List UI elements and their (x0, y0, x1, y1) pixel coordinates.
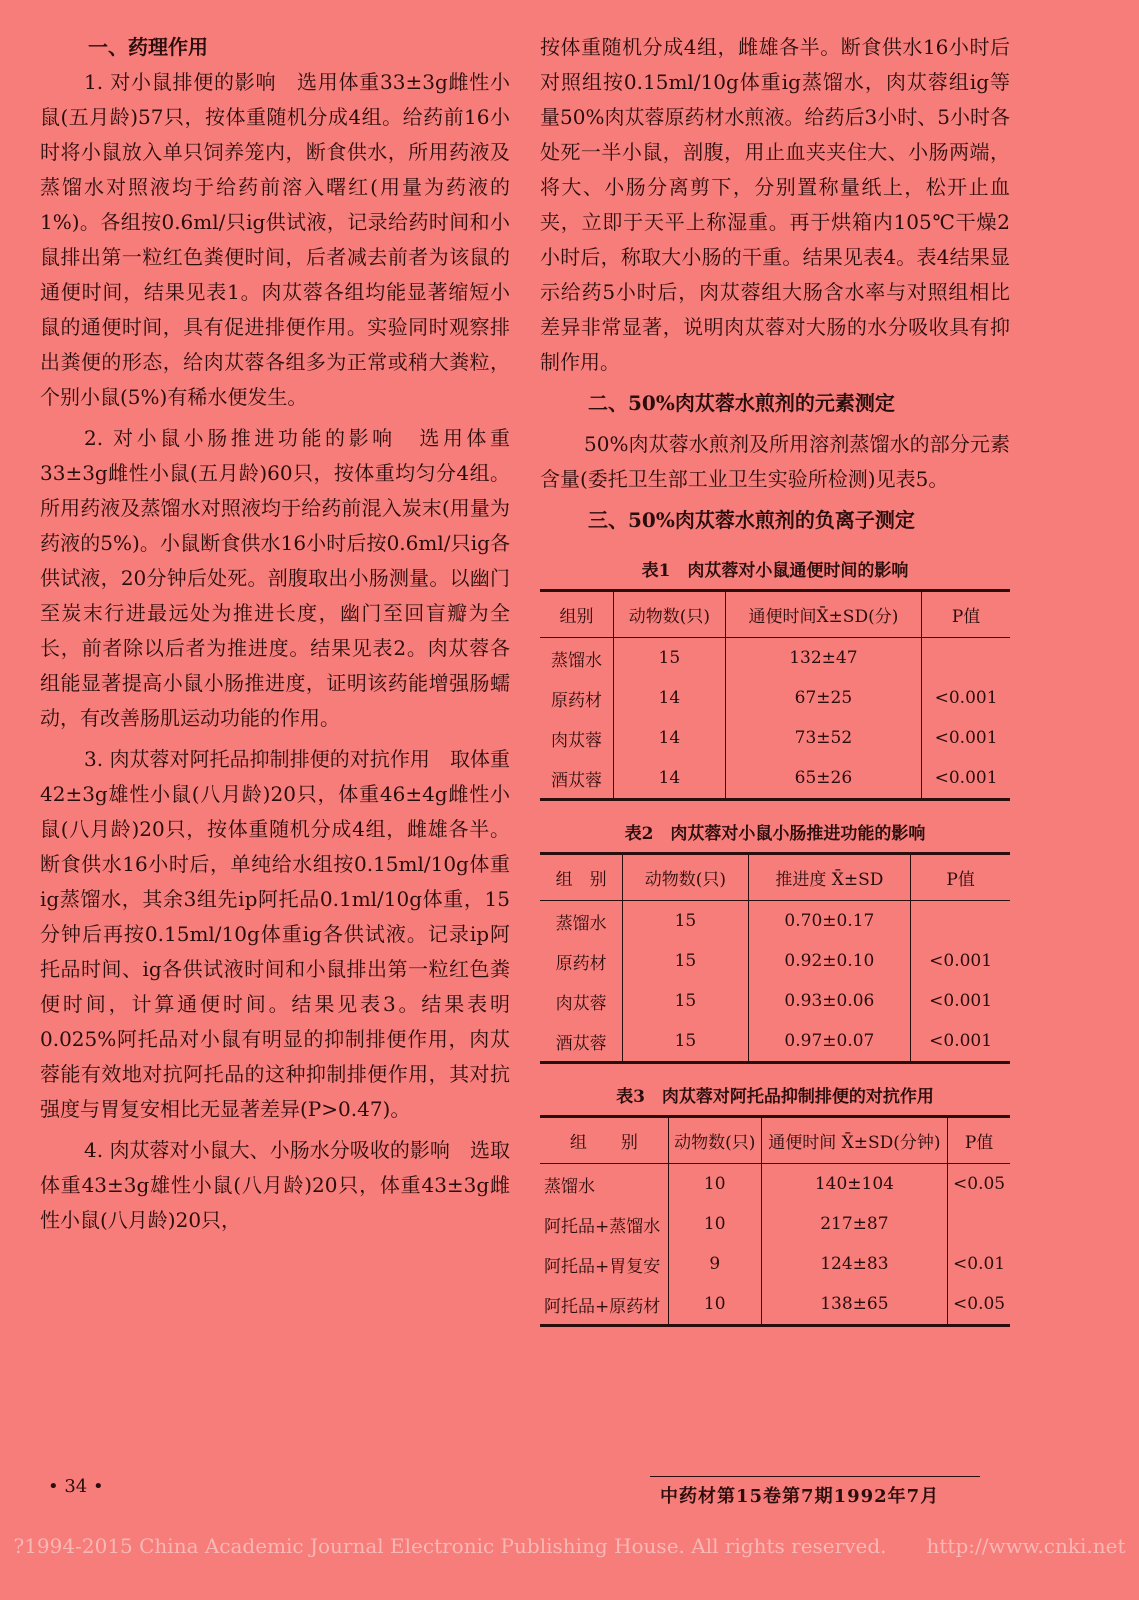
journal-rule (650, 1476, 980, 1477)
table-cell: 138±65 (761, 1284, 947, 1326)
paragraph-3-title: 3. 肉苁蓉对阿托品抑制排便的对抗作用 (84, 747, 430, 771)
paragraph-3-body: 取体重42±3g雄性小鼠(八月龄)20只，体重46±4g雌性小鼠(八月龄)20只，按体重随机分成4组，雌雄各半。断食供水16小时后，单纯给水组按0.15ml/10g体重ig蒸馏水，其余3组先ip阿托品0.1ml/10g体重，15分钟后再按0.15ml/10g体重ig各供试液。记录ip阿托品时间、ig各供试液时间和小鼠排出第一粒红色粪便时间，计算通便时间。结果见表3。结果表明0.025%阿托品对小鼠有明显的抑制排便作用，肉苁蓉能有效地对抗阿托品的这种抑制排便作用，其对抗强度与胃复安相比无显著差异(P>0.47)。 (40, 747, 510, 1121)
table-row (540, 941, 1010, 981)
table-cell: 15 (623, 941, 748, 981)
paragraph-4-continued: 按体重随机分成4组，雌雄各半。断食供水16小时后对照组按0.15ml/10g体重ig蒸馏水，肉苁蓉组ig等量50%肉苁蓉原药材水煎液。给药后3小时、5小时各处死一半小鼠，剖腹，用止血夹夹住大、小肠两端，将大、小肠分离剪下，分别置称量纸上，松开止血夹，立即于天平上称湿重。再于烘箱内105℃干燥2小时后，称取大小肠的干重。结果见表4。表4结果显示给药5小时后，肉苁蓉组大肠含水率与对照组相比差异非常显著，说明肉苁蓉对大肠的水分吸收具有抑制作用。 (540, 35, 1010, 374)
right-column (540, 30, 1010, 1327)
table-cell: 蒸馏水 (551, 650, 603, 671)
table-row (540, 1284, 1010, 1326)
table-cell: 73±52 (725, 718, 921, 758)
table-1-header: 通便时间X̄±SD(分) (725, 591, 921, 638)
left-column (40, 30, 510, 1238)
table-cell: 0.70±0.17 (748, 901, 911, 942)
section-heading-pharmacology: 一、药理作用 (88, 35, 208, 59)
table-row (540, 758, 1010, 800)
table-2-title: 表2 肉苁蓉对小鼠小肠推进功能的影响 (624, 824, 926, 844)
table-cell: 10 (668, 1164, 761, 1205)
table-1 (540, 589, 1010, 801)
table-2-header: 组 别 (540, 854, 623, 901)
table-cell: 140±104 (761, 1164, 947, 1205)
table-cell: 阿托品+原药材 (544, 1296, 661, 1317)
table-cell: <0.001 (911, 941, 1010, 981)
paragraph-2-body: 选用体重33±3g雌性小鼠(五月龄)60只，按体重均匀分4组。所用药液及蒸馏水对照液均于给药前混入炭末(用量为药液的5%)。小鼠断食供水16小时后按0.6ml/只ig各供试液，20分钟后处死。剖腹取出小肠测量。以幽门至炭末行进最远处为推进长度，幽门至回盲瓣为全长，前者除以后者为推进度。结果见表2。肉苁蓉各组能显著提高小鼠小肠推进度，证明该药能增强肠蠕动，有改善肠肌运动功能的作用。 (40, 426, 510, 730)
paragraph-4-title: 4. 肉苁蓉对小鼠大、小肠水分吸收的影响 (84, 1138, 450, 1162)
table-cell: 15 (614, 638, 726, 679)
table-cell (948, 1204, 1010, 1244)
table-3-title: 表3 肉苁蓉对阿托品抑制排便的对抗作用 (616, 1087, 934, 1107)
page-number: • 34 • (48, 1476, 104, 1497)
table-1-header: P值 (922, 591, 1010, 638)
table-row (540, 638, 1010, 679)
table-cell: <0.001 (922, 678, 1010, 718)
table-cell: 阿托品+胃复安 (544, 1256, 661, 1277)
table-cell: 124±83 (761, 1244, 947, 1284)
table-cell: 肉苁蓉 (551, 730, 603, 751)
table-cell (922, 638, 1010, 679)
table-1-header: 动物数(只) (614, 591, 726, 638)
table-row (540, 1021, 1010, 1063)
table-cell: 14 (614, 758, 726, 800)
table-cell: 0.92±0.10 (748, 941, 911, 981)
paragraph-4 (40, 1133, 510, 1238)
table-1-header: 组别 (540, 591, 614, 638)
table-cell: 14 (614, 678, 726, 718)
paragraph-1 (40, 65, 510, 415)
table-cell: 蒸馏水 (555, 913, 607, 934)
table-cell: <0.05 (948, 1164, 1010, 1205)
table-cell: 132±47 (725, 638, 921, 679)
paragraph-2 (40, 421, 510, 736)
table-3-header: 通便时间 X̄±SD(分钟) (761, 1117, 947, 1164)
table-cell: 10 (668, 1284, 761, 1326)
table-cell: 0.97±0.07 (748, 1021, 911, 1063)
table-3 (540, 1115, 1010, 1327)
table-cell: 217±87 (761, 1204, 947, 1244)
table-cell: 原药材 (555, 953, 607, 974)
table-cell: 肉苁蓉 (555, 993, 607, 1014)
table-cell: <0.001 (922, 718, 1010, 758)
table-1-title: 表1 肉苁蓉对小鼠通便时间的影响 (641, 561, 909, 581)
paragraph-1-title: 1. 对小鼠排便的影响 (84, 70, 277, 94)
table-2-header: P值 (911, 854, 1010, 901)
table-cell: 酒苁蓉 (555, 1033, 607, 1054)
table-cell: 9 (668, 1244, 761, 1284)
table-cell: 原药材 (551, 690, 603, 711)
table-3-header: 组 别 (540, 1117, 668, 1164)
table-row (540, 1244, 1010, 1284)
journal-citation: 中药材第15卷第7期1992年7月 (660, 1486, 940, 1507)
table-cell: 蒸馏水 (544, 1176, 595, 1197)
copyright-footer: ?1994-2015 China Academic Journal Electronic Publishing House. All rights reserved. http://www.cnki.net (13, 1534, 1126, 1558)
table-2-header: 推进度 X̄±SD (748, 854, 911, 901)
table-cell: <0.001 (922, 758, 1010, 800)
table-cell: 0.93±0.06 (748, 981, 911, 1021)
table-cell: 酒苁蓉 (551, 770, 603, 791)
paragraph-2-title: 2. 对小鼠小肠推进功能的影响 (84, 426, 396, 450)
table-row (540, 981, 1010, 1021)
table-cell: 15 (623, 1021, 748, 1063)
section-heading-elements: 二、50%肉苁蓉水煎剂的元素测定 (588, 391, 895, 415)
section-heading-anions: 三、50%肉苁蓉水煎剂的负离子测定 (588, 508, 915, 532)
table-cell: 10 (668, 1204, 761, 1244)
table-cell: <0.05 (948, 1284, 1010, 1326)
table-2-header: 动物数(只) (623, 854, 748, 901)
table-cell: <0.01 (948, 1244, 1010, 1284)
table-row (540, 1164, 1010, 1205)
paragraph-4-body: 选取体重43±3g雄性小鼠(八月龄)20只，体重43±3g雌性小鼠(八月龄)20只， (40, 1138, 510, 1232)
table-row (540, 901, 1010, 942)
paragraph-3 (40, 742, 510, 1127)
table-3-header: 动物数(只) (668, 1117, 761, 1164)
table-row (540, 1204, 1010, 1244)
table-row (540, 678, 1010, 718)
table-cell: 65±26 (725, 758, 921, 800)
table-cell: <0.001 (911, 1021, 1010, 1063)
table-cell: 15 (623, 981, 748, 1021)
table-cell: 67±25 (725, 678, 921, 718)
table-2 (540, 852, 1010, 1064)
paragraph-5: 50%肉苁蓉水煎剂及所用溶剂蒸馏水的部分元素含量(委托卫生部工业卫生实验所检测)见表5。 (540, 432, 1010, 491)
paragraph-1-body: 选用体重33±3g雌性小鼠(五月龄)57只，按体重随机分成4组。给药前16小时将小鼠放入单只饲养笼内，断食供水，所用药液及蒸馏水对照液均于给药前溶入曙红(用量为药液的1%)。各组按0.6ml/只ig供试液，记录给药时间和小鼠排出第一粒红色粪便时间，后者减去前者为该鼠的通便时间，结果见表1。肉苁蓉各组均能显著缩短小鼠的通便时间，具有促进排便作用。实验同时观察排出粪便的形态，给肉苁蓉各组多为正常或稍大粪粒，个别小鼠(5%)有稀水便发生。 (40, 70, 511, 409)
table-cell: <0.001 (911, 981, 1010, 1021)
table-cell: 15 (623, 901, 748, 942)
table-3-header: P值 (948, 1117, 1010, 1164)
table-cell (911, 901, 1010, 942)
table-cell: 14 (614, 718, 726, 758)
table-cell: 阿托品+蒸馏水 (544, 1216, 661, 1237)
table-row (540, 718, 1010, 758)
